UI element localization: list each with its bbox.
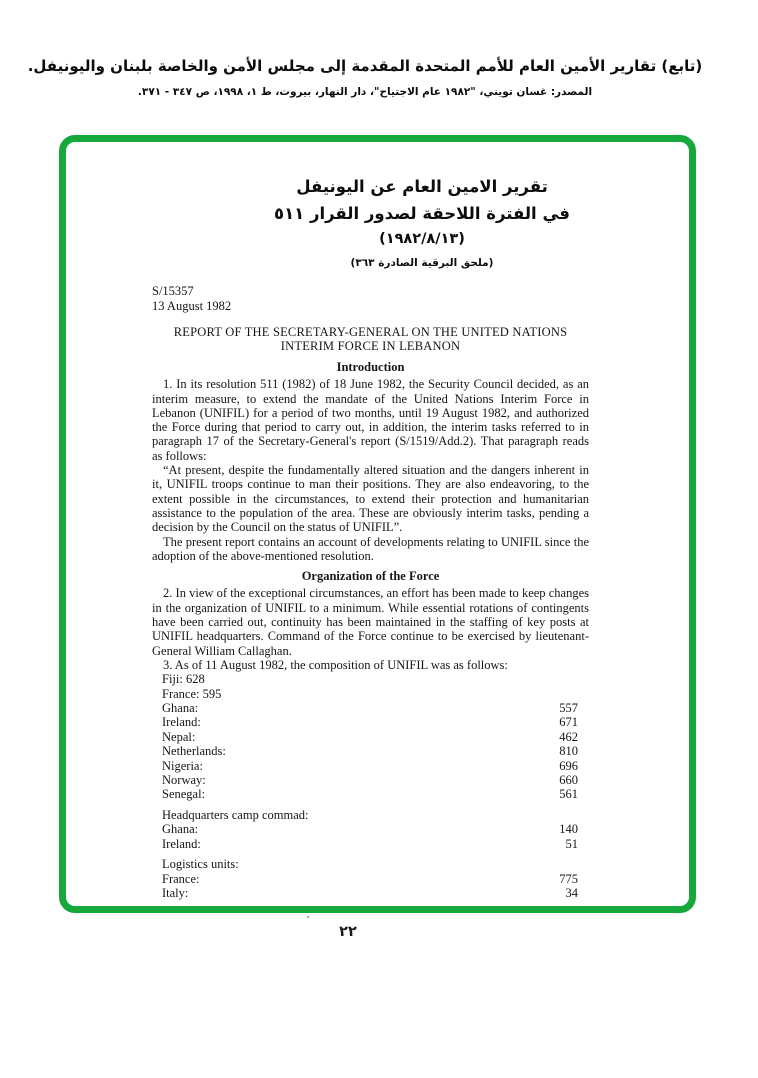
- report-title-line1: REPORT OF THE SECRETARY-GENERAL ON THE UNITED NATIONS: [173, 325, 568, 339]
- stray-ink-mark: ʹ: [304, 915, 310, 927]
- report-title: [152, 325, 589, 353]
- troop-count: 34: [565, 885, 578, 900]
- arabic-title-date: (١٩٨٢/٨/١٣): [379, 231, 465, 247]
- document-body: [152, 284, 589, 900]
- troop-count: 810: [559, 744, 578, 759]
- country-label: Nepal:: [162, 729, 196, 744]
- green-document-frame: [59, 135, 696, 913]
- organization-heading: Organization of the Force: [301, 569, 440, 584]
- troop-count: 775: [559, 871, 578, 886]
- report-title-line2: INTERIM FORCE IN LEBANON: [280, 339, 461, 353]
- country-with-count: Fiji: 628: [162, 672, 205, 687]
- introduction-heading: Introduction: [336, 360, 405, 374]
- arabic-document-title: [104, 174, 740, 272]
- composition-inline-row: [162, 672, 578, 686]
- troop-count: 462: [559, 729, 578, 744]
- country-label: Netherlands:: [162, 744, 226, 759]
- country-label: Ghana:: [162, 822, 199, 837]
- country-label: Ghana:: [162, 701, 199, 716]
- troop-count: 140: [559, 822, 578, 837]
- composition-row: [162, 759, 578, 773]
- composition-row: [162, 744, 578, 758]
- composition-row: [162, 715, 578, 729]
- logistics-units-title: Logistics units:: [162, 857, 239, 872]
- page-number: ٢٢: [339, 924, 357, 940]
- troop-count: 660: [559, 773, 578, 788]
- country-label: Italy:: [162, 885, 189, 900]
- country-label: Ireland:: [162, 715, 201, 730]
- arabic-title-line2: في الفترة اللاحقة لصدور القرار ٥١١: [274, 204, 570, 223]
- composition-inline-row: [162, 687, 578, 701]
- composition-row: [162, 701, 578, 715]
- composition-row: [162, 730, 578, 744]
- troop-count: 671: [559, 715, 578, 730]
- country-label: Senegal:: [162, 787, 206, 802]
- country-label: Norway:: [162, 773, 206, 788]
- arabic-title-annex-note: (ملحق البرقية الصادرة ٣٦٣): [350, 257, 494, 269]
- arabic-title-line1: تقرير الامين العام عن اليونيفل: [296, 177, 548, 196]
- document-symbol: S/15357: [152, 284, 194, 298]
- document-date: 13 August 1982: [152, 298, 232, 313]
- troop-count: 696: [559, 758, 578, 773]
- composition-list: [162, 672, 578, 900]
- header-source-citation-line: المصدر: غسان تويني، "١٩٨٢ عام الاجتياح"، دار النهار، بيروت، ط ١، ١٩٩٨، ص ٣٤٧ - ٣٧١.: [137, 86, 593, 98]
- arabic-source-header: [0, 54, 744, 100]
- paragraph-2: 2. In view of the exceptional circumstances, an effort has been made to keep changes in the organization of UNIFIL to a minimum. While essential rotations of contingents have been carried out, continuity has been maintained in the staffing of key posts at UNIFIL headquarters. Command of the Force continue to be exercised by lieutenant-General William Callaghan.: [152, 586, 589, 658]
- composition-row: [162, 886, 578, 900]
- composition-row: [162, 837, 578, 851]
- composition-row: [162, 872, 578, 886]
- hq-camp-command-title: Headquarters camp commad:: [162, 807, 309, 822]
- paragraph-3: 3. As of 11 August 1982, the composition of UNIFIL was as follows:: [163, 657, 508, 672]
- country-label: France:: [162, 871, 200, 886]
- country-label: Ireland:: [162, 836, 201, 851]
- quoted-paragraph: “At present, despite the fundamentally altered situation and the dangers inherent in it, UNIFIL troops continue to man their positions. They are also endeavoring, to the extent possible in the circumstances, to extend their protection and humanitarian assistance to the population of the area. These are obviously interim tasks, pending a decision by the Council on the status of UNIFIL”.: [152, 463, 589, 535]
- country-with-count: France: 595: [162, 686, 222, 701]
- troop-count: 561: [559, 787, 578, 802]
- troop-count: 557: [559, 701, 578, 716]
- troop-count: 51: [565, 836, 578, 851]
- paragraph-1: 1. In its resolution 511 (1982) of 18 June 1982, the Security Council decided, as an interim measure, to extend the mandate of the United Nations Interim Force in Lebanon (UNIFIL) for a period of two months, until 19 August 1982, and authorized the Force during that period to carry out, in addition, the interim tasks referred to in paragraph 17 of the Secretary-General's report (S/1519/Add.2). That paragraph reads as follows:: [152, 377, 589, 463]
- composition-row: [162, 822, 578, 836]
- composition-row: [162, 773, 578, 787]
- document-id-block: [152, 284, 589, 313]
- paragraph-present-report: The present report contains an account of developments relating to UNIFIL since the adoption of the above-mentioned resolution.: [152, 534, 589, 563]
- country-label: Nigeria:: [162, 758, 203, 773]
- header-continuation-line: (تابع) تقارير الأمين العام للأمم المتحدة المقدمة إلى مجلس الأمن والخاصة بلبنان واليونيفل.: [27, 57, 703, 75]
- composition-row: [162, 787, 578, 801]
